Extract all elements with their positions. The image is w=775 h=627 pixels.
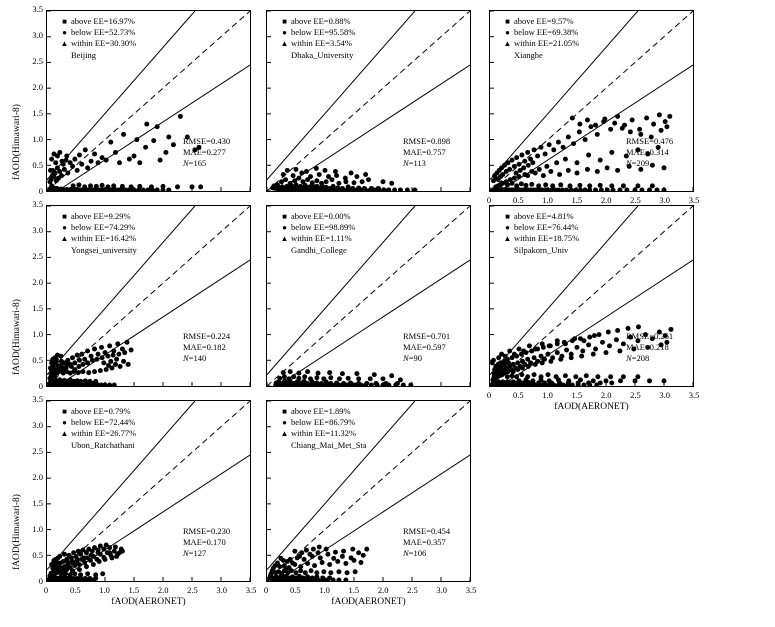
legend-above-text: above EE=9.29%: [71, 211, 131, 221]
stat-rmse: RMSE=0.230: [183, 526, 231, 536]
legend-item-above: [280, 406, 356, 417]
y-tick-label: 3.5: [32, 199, 43, 209]
x-tick-label: 0: [486, 390, 492, 400]
y-tick-label: 1.5: [32, 108, 43, 118]
x-tick-label: 2.0: [600, 390, 612, 400]
stats-block: [403, 331, 450, 364]
x-tick-label: 2.5: [630, 195, 641, 205]
y-axis-title: fAOD(Himawari-8): [12, 494, 22, 570]
stat-rmse: RMSE=0.701: [403, 331, 451, 341]
legend-item-below: [503, 222, 579, 233]
triangle-marker-icon: ▲: [280, 39, 289, 48]
y-tick-label: 1.0: [32, 524, 43, 534]
x-axis-title: fAOD(AERONET): [331, 597, 406, 607]
triangle-marker-icon: ▲: [60, 429, 69, 438]
y-tick-label: 3.0: [32, 420, 43, 430]
legend-item-above: [60, 16, 136, 27]
stat-n: N=208: [626, 353, 650, 363]
stats-block: [183, 136, 230, 169]
y-tick-label: 0: [38, 576, 43, 586]
legend-item-above: [60, 406, 136, 417]
circle-marker-icon: ●: [505, 28, 510, 37]
legend: [280, 406, 356, 439]
x-tick-label: 3.5: [465, 585, 477, 595]
square-marker-icon: ■: [282, 407, 287, 416]
legend-below-text: below EE=72.44%: [71, 417, 136, 427]
site-name: Beijing: [71, 50, 97, 60]
stat-n: N=165: [183, 158, 207, 168]
stat-rmse: RMSE=0.476: [626, 136, 674, 146]
site-name: Chiang_Mai_Met_Sta: [291, 440, 367, 450]
square-marker-icon: ■: [62, 407, 67, 416]
site-name: Ubon_Ratchathani: [71, 440, 135, 450]
legend-above-text: above EE=0.00%: [291, 211, 351, 221]
y-tick-label: 3.5: [32, 394, 43, 404]
x-tick-label: 2.5: [407, 585, 418, 595]
y-tick-label: 2.0: [32, 82, 43, 92]
x-tick-label: 3.5: [688, 390, 700, 400]
x-tick-label: 0.5: [69, 585, 81, 595]
stat-mae: MAE=0.182: [183, 342, 226, 352]
circle-marker-icon: ●: [62, 28, 67, 37]
x-tick-label: 0.5: [512, 195, 524, 205]
x-tick-label: 1.5: [571, 390, 583, 400]
legend-within-text: within EE=1.11%: [291, 233, 352, 243]
square-marker-icon: ■: [62, 212, 67, 221]
square-marker-icon: ■: [505, 17, 510, 26]
legend: [503, 211, 579, 244]
stat-n: N=209: [626, 158, 650, 168]
stats-block: [183, 331, 230, 364]
legend-item-within: [503, 233, 579, 244]
legend-item-below: [280, 27, 355, 38]
y-tick-label: 2.5: [32, 251, 43, 261]
y-tick-label: 1.5: [32, 303, 43, 313]
x-tick-label: 3.0: [216, 585, 228, 595]
x-tick-label: 1.5: [128, 585, 140, 595]
x-tick-label: 1.0: [99, 585, 110, 595]
legend: [60, 406, 136, 439]
y-tick-label: 2.0: [32, 472, 43, 482]
legend-above-text: above EE=0.79%: [71, 406, 131, 416]
y-tick-label: 1.0: [32, 134, 43, 144]
y-tick-label: 0: [38, 186, 43, 196]
y-tick-label: 0.5: [32, 550, 43, 560]
square-marker-icon: ■: [282, 17, 287, 26]
circle-marker-icon: ●: [282, 28, 287, 37]
legend: [503, 16, 579, 49]
y-axis-title: fAOD(Himawari-8): [12, 299, 22, 375]
legend-above-text: above EE=9.57%: [514, 16, 574, 26]
triangle-marker-icon: ▲: [503, 39, 512, 48]
stats-block: [183, 526, 230, 559]
stat-rmse: RMSE=0.430: [183, 136, 231, 146]
legend-above-text: above EE=4.81%: [514, 211, 574, 221]
square-marker-icon: ■: [62, 17, 67, 26]
x-tick-label: 0: [263, 585, 269, 595]
circle-marker-icon: ●: [505, 223, 510, 232]
stat-n: N=127: [183, 548, 207, 558]
circle-marker-icon: ●: [62, 223, 67, 232]
legend-below-text: below EE=95.58%: [291, 27, 356, 37]
triangle-marker-icon: ▲: [60, 234, 69, 243]
stat-mae: MAE=0.314: [626, 147, 669, 157]
y-tick-label: 2.0: [32, 277, 43, 287]
site-name: Gandhi_College: [291, 245, 347, 255]
legend-item-above: [280, 16, 355, 27]
x-tick-label: 2.0: [600, 195, 612, 205]
stat-n: N=113: [403, 158, 426, 168]
stat-rmse: RMSE=0.224: [183, 331, 231, 341]
x-tick-label: 2.5: [187, 585, 198, 595]
legend-within-text: within EE=16.42%: [71, 233, 137, 243]
legend: [280, 16, 355, 49]
legend-within-text: within EE=11.32%: [291, 428, 356, 438]
legend-item-below: [503, 27, 579, 38]
stat-mae: MAE=0.170: [183, 537, 226, 547]
legend-below-text: below EE=76.44%: [514, 222, 579, 232]
y-tick-label: 3.0: [32, 225, 43, 235]
y-tick-label: 0.5: [32, 355, 43, 365]
x-tick-label: 1.5: [348, 585, 360, 595]
legend-item-above: [503, 211, 579, 222]
y-tick-label: 0: [38, 381, 43, 391]
x-tick-label: 0.5: [512, 390, 524, 400]
legend-below-text: below EE=98.89%: [291, 222, 356, 232]
legend-within-text: within EE=18.75%: [514, 233, 580, 243]
square-marker-icon: ■: [282, 212, 287, 221]
square-marker-icon: ■: [505, 212, 510, 221]
stat-rmse: RMSE=0.454: [403, 526, 451, 536]
legend-item-below: [280, 417, 356, 428]
legend-item-within: [280, 38, 355, 49]
y-tick-label: 2.5: [32, 56, 43, 66]
legend-item-above: [503, 16, 579, 27]
legend-item-within: [280, 233, 355, 244]
x-tick-label: 1.0: [542, 390, 553, 400]
stat-n: N=90: [403, 353, 422, 363]
legend-above-text: above EE=16.97%: [71, 16, 135, 26]
legend-within-text: within EE=21.05%: [514, 38, 580, 48]
legend-item-within: [503, 38, 579, 49]
triangle-marker-icon: ▲: [280, 429, 289, 438]
stat-n: N=140: [183, 353, 207, 363]
site-name: Silpakorn_Univ: [514, 245, 569, 255]
y-tick-label: 1.5: [32, 498, 43, 508]
x-tick-label: 3.0: [436, 585, 448, 595]
site-name: Dhaka_University: [291, 50, 354, 60]
x-axis-title: fAOD(AERONET): [111, 597, 186, 607]
y-tick-label: 1.0: [32, 329, 43, 339]
legend-below-text: below EE=86.79%: [291, 417, 356, 427]
x-tick-label: 3.5: [245, 585, 257, 595]
legend: [60, 16, 136, 49]
legend-item-within: [60, 38, 136, 49]
legend: [280, 211, 355, 244]
x-tick-label: 1.0: [319, 585, 330, 595]
legend-above-text: above EE=1.89%: [291, 406, 351, 416]
y-tick-label: 2.5: [32, 446, 43, 456]
legend-item-above: [60, 211, 136, 222]
x-tick-label: 0.5: [289, 585, 301, 595]
legend-below-text: below EE=52.73%: [71, 27, 136, 37]
y-tick-label: 3.0: [32, 30, 43, 40]
legend-item-within: [280, 428, 356, 439]
legend-within-text: within EE=3.54%: [291, 38, 352, 48]
stat-mae: MAE=0.277: [183, 147, 226, 157]
x-tick-label: 3.5: [688, 195, 700, 205]
triangle-marker-icon: ▲: [280, 234, 289, 243]
legend-within-text: within EE=26.77%: [71, 428, 137, 438]
circle-marker-icon: ●: [62, 418, 67, 427]
legend-item-below: [280, 222, 355, 233]
legend-above-text: above EE=0.88%: [291, 16, 351, 26]
x-tick-label: 2.0: [157, 585, 169, 595]
legend: [60, 211, 136, 244]
y-tick-label: 3.5: [32, 4, 43, 14]
legend-item-above: [280, 211, 355, 222]
stat-rmse: RMSE=0.261: [626, 331, 674, 341]
legend-within-text: within EE=30.30%: [71, 38, 137, 48]
legend-item-below: [60, 27, 136, 38]
x-tick-label: 0: [486, 195, 492, 205]
circle-marker-icon: ●: [282, 418, 287, 427]
triangle-marker-icon: ▲: [503, 234, 512, 243]
stats-block: [403, 526, 450, 559]
x-tick-label: 1.5: [571, 195, 583, 205]
stat-mae: MAE=0.757: [403, 147, 446, 157]
x-tick-label: 3.0: [659, 390, 671, 400]
site-name: Xianghe: [514, 50, 543, 60]
x-tick-label: 0: [43, 585, 49, 595]
stats-block: [626, 331, 673, 364]
stat-mae: MAE=0.357: [403, 537, 446, 547]
stat-n: N=106: [403, 548, 427, 558]
circle-marker-icon: ●: [282, 223, 287, 232]
y-axis-title: fAOD(Himawari-8): [12, 104, 22, 180]
triangle-marker-icon: ▲: [60, 39, 69, 48]
stat-mae: MAE=0.218: [626, 342, 669, 352]
x-tick-label: 2.5: [630, 390, 641, 400]
stats-block: [403, 136, 450, 169]
y-tick-label: 0.5: [32, 160, 43, 170]
stat-rmse: RMSE=0.898: [403, 136, 451, 146]
legend-below-text: below EE=69.38%: [514, 27, 579, 37]
x-axis-title: fAOD(AERONET): [554, 402, 629, 412]
stat-mae: MAE=0.597: [403, 342, 446, 352]
legend-item-within: [60, 233, 136, 244]
legend-item-below: [60, 417, 136, 428]
x-tick-label: 3.0: [659, 195, 671, 205]
legend-below-text: below EE=74.29%: [71, 222, 136, 232]
site-name: Yongsei_university: [71, 245, 137, 255]
x-tick-label: 1.0: [542, 195, 553, 205]
x-tick-label: 2.0: [377, 585, 389, 595]
legend-item-below: [60, 222, 136, 233]
legend-item-within: [60, 428, 136, 439]
stats-block: [626, 136, 673, 169]
